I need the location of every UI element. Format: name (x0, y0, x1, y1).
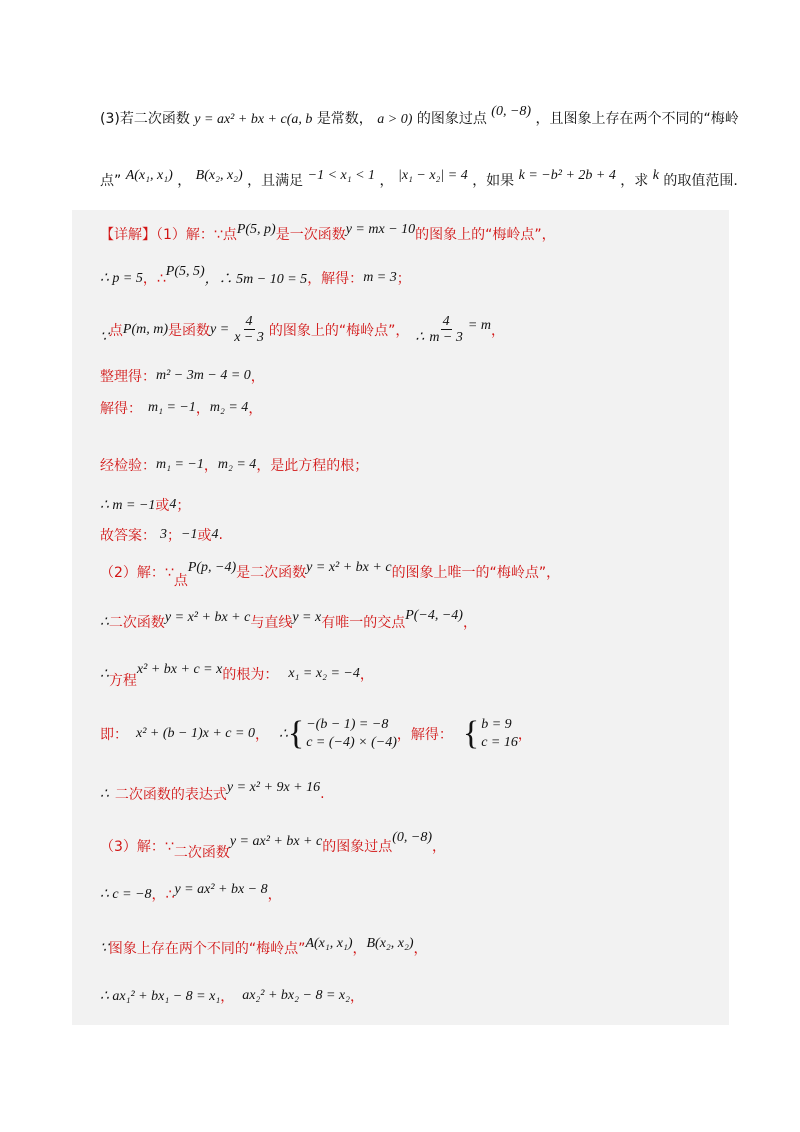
system-eq-1: −(b − 1) = −8 (306, 717, 389, 732)
text: ， (517, 727, 532, 743)
math: x² + bx + c = x (136, 662, 223, 677)
fraction (427, 314, 465, 345)
solution-row-10 (100, 608, 477, 632)
fraction (232, 314, 266, 345)
text: ， (248, 401, 263, 417)
text: 的图象上的“梅岭点”， (415, 227, 556, 243)
text: ； (396, 271, 411, 287)
text: ， (432, 839, 447, 855)
system-eq-1: b = 9 (481, 717, 512, 732)
math: y = mx − 10 (345, 222, 416, 237)
math: m₁ = −1 (148, 400, 196, 415)
math: ∴ (278, 726, 288, 742)
math: 4 (169, 497, 177, 512)
left-brace: { (287, 715, 305, 752)
solution-row-4 (100, 366, 265, 386)
math: ，∴ 5m − 10 = 5 (204, 272, 308, 287)
text: ，解得： (307, 271, 364, 287)
q3-text-2: 是常数， (316, 111, 373, 127)
text: ， (195, 401, 210, 417)
solution-row-13 (100, 780, 325, 804)
text: ， (220, 989, 235, 1005)
math: ∴ p = 5 (100, 270, 143, 286)
text: 二次函数 (173, 845, 230, 861)
math: ∵ (100, 940, 109, 956)
solution-row-15 (100, 884, 282, 904)
math: ∴ m = −1 (100, 497, 156, 513)
math: y = (210, 321, 230, 337)
system-eq-2: c = 16 (481, 735, 518, 750)
text: ，∴ (142, 271, 166, 287)
math: m₁ = −1 (156, 457, 204, 472)
math: ∴ (415, 330, 425, 345)
math: y = ax² + bx + c (229, 834, 323, 849)
equation-system (288, 716, 397, 752)
math: P(p, −4) (187, 560, 237, 575)
solution-row-8 (100, 525, 223, 545)
text: 或 (197, 528, 212, 544)
text: 点 (108, 322, 123, 339)
math: = m (467, 317, 491, 333)
numerator: 4 (245, 314, 253, 329)
q3-text-10: ，求 (620, 173, 649, 189)
math: x₁ = x₂ = −4 (288, 666, 360, 681)
math: y = ax² + bx − 8 (174, 882, 268, 897)
question-3-line-1 (100, 104, 739, 128)
solution-row-17 (100, 986, 364, 1006)
text: 故答案： (100, 528, 156, 544)
math: P(5, 5) (165, 264, 205, 279)
text: . (218, 527, 223, 543)
text: ， (413, 941, 428, 957)
math: ∴ (100, 614, 109, 630)
q3-math-1: y = ax² + bx + c(a, b (194, 112, 313, 127)
math: A(x₁, x₁) (305, 936, 353, 951)
math: B(x₂, x₂) (366, 936, 414, 951)
text: 是二次函数 (236, 565, 307, 581)
q3-text-9: ，如果 (472, 173, 515, 189)
math: 3 (160, 527, 167, 542)
math: ax₂² + bx₂ − 8 = x₂ (242, 988, 350, 1003)
text: ， (462, 615, 477, 631)
text: 经检验： (100, 458, 156, 474)
text: ， (203, 458, 218, 474)
math: P(m, m) (122, 321, 169, 337)
math: (0, −8) (392, 830, 433, 845)
text: 是一次函数 (275, 227, 346, 243)
math: x² + (b − 1)x + c = 0 (136, 726, 255, 741)
math: m² − 3m − 4 = 0 (156, 368, 251, 383)
q3-text-3: 的图象过点 (416, 111, 487, 127)
q3-text-5: 点” (100, 173, 122, 189)
q3-math-2: a > 0) (377, 112, 413, 127)
solution-row-16 (100, 938, 428, 958)
math: m₂ = 4 (209, 400, 249, 415)
q3-math-5: B(x₂, x₂) (195, 168, 243, 183)
text: ，解得： (396, 727, 453, 743)
solution-row-2 (100, 264, 411, 288)
denominator: x − 3 (234, 330, 264, 345)
text: （3）解：∵ (100, 839, 174, 855)
solution-row-14 (100, 830, 447, 861)
text: 有唯一的交点 (321, 615, 406, 631)
text: 解得： (100, 401, 142, 417)
denominator: m − 3 (429, 330, 463, 345)
math: P(−4, −4) (405, 608, 463, 623)
detail-heading: 【详解】（1）解：∵点 (100, 227, 237, 243)
text: ，∴ (151, 887, 175, 903)
math: P(5, p) (236, 222, 276, 237)
math: y = x² + bx + c (306, 560, 392, 575)
math: ∵ (100, 330, 109, 345)
solution-system (463, 716, 518, 752)
math: y = x (292, 610, 322, 625)
text: 或 (155, 498, 170, 514)
q3-text-11: 的取值范围. (663, 173, 738, 189)
q3-text-1: (3)若二次函数 (100, 111, 190, 127)
math: m₂ = 4 (217, 457, 257, 472)
math: ∴ c = −8 (100, 886, 152, 902)
text: 图象上存在两个不同的“梅岭点” (108, 941, 306, 957)
text: 即： (100, 727, 128, 743)
math: 4 (211, 527, 219, 542)
text: （2）解：∵ (100, 565, 174, 581)
q3-math-3: (0, −8) (491, 104, 532, 119)
math: m = 3 (363, 270, 397, 285)
solution-row-5 (100, 398, 262, 418)
math: ∴ (100, 666, 109, 682)
solution-row-6 (100, 455, 368, 475)
text: 的根为： (222, 667, 279, 683)
q3-math-9: k (652, 168, 659, 183)
text: 点 (173, 573, 188, 589)
math: y = x² + 9x + 16 (226, 780, 321, 795)
math: −1 (181, 527, 198, 542)
text: 的图象上唯一的“梅岭点”， (391, 565, 561, 581)
q3-text-8: ， (379, 173, 394, 189)
q3-math-6: −1 < x₁ < 1 (307, 168, 376, 183)
text: 二次函数 (108, 615, 165, 631)
q3-math-7: |x₁ − x₂| = 4 (397, 168, 468, 183)
solution-row-9 (100, 560, 561, 589)
q3-text-7: ，且满足 (247, 173, 304, 189)
text: ， (350, 989, 364, 1005)
text: 二次函数的表达式 (114, 787, 227, 803)
math: ∴ (100, 786, 109, 802)
text: ， (250, 369, 265, 385)
math: ∴ ax₁² + bx₁ − 8 = x₁ (100, 988, 221, 1004)
text: 的图象上的“梅岭点”， (268, 322, 410, 339)
q3-math-4: A(x₁, x₁) (125, 168, 173, 183)
text: 的图象过点 (322, 839, 393, 855)
solution-row-1 (100, 224, 556, 244)
left-brace: { (462, 715, 480, 752)
numerator: 4 (442, 314, 450, 329)
text: 与直线 (250, 615, 293, 631)
math: y = x² + bx + c (164, 610, 251, 625)
q3-text-6: ， (177, 173, 192, 189)
q3-math-8: k = −b² + 2b + 4 (518, 168, 616, 183)
text: ； (176, 498, 191, 514)
text: ， (490, 322, 505, 339)
solution-row-3 (100, 314, 505, 345)
text: ； (167, 528, 181, 544)
text: ， (359, 667, 374, 683)
solution-row-12 (100, 716, 532, 752)
text: ， (254, 727, 269, 743)
q3-text-4: ，且图象上存在两个不同的“梅岭 (535, 111, 739, 127)
text: . (320, 786, 325, 802)
text: 整理得： (100, 369, 156, 385)
solution-row-7 (100, 495, 190, 515)
solution-row-11 (100, 662, 374, 689)
question-3-line-2 (100, 170, 738, 190)
text: 方程 (108, 673, 137, 689)
text: ， (352, 941, 367, 957)
text: ， (267, 887, 282, 903)
system-eq-2: c = (−4) × (−4) (306, 735, 397, 750)
text: 是函数 (168, 322, 211, 339)
text: ，是此方程的根； (256, 458, 369, 474)
